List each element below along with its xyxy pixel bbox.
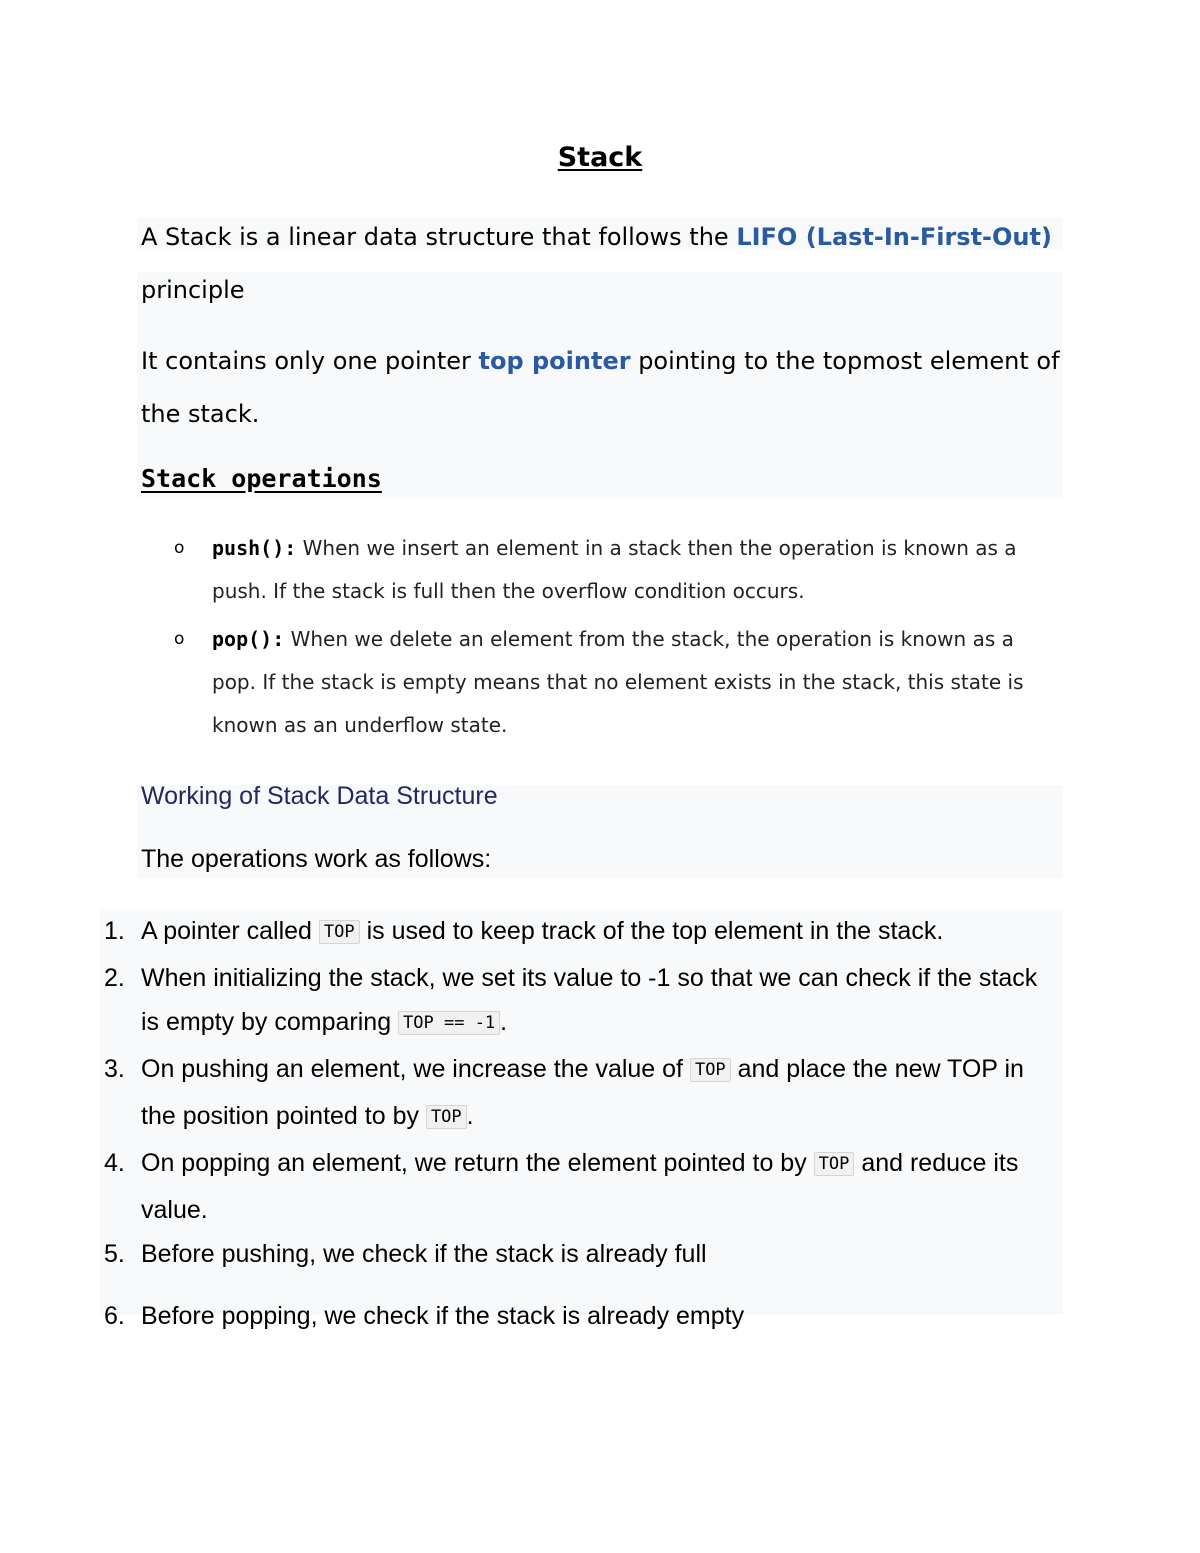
intro-text: A Stack is a linear data structure that follows the — [141, 223, 737, 251]
operation-name: push(): — [212, 536, 297, 560]
operation-name: pop(): — [212, 627, 285, 651]
list-item — [104, 1047, 1059, 1141]
step-text: and place the new TOP in the position pointed to by — [141, 1055, 1024, 1130]
list-item — [104, 1141, 1059, 1232]
list-item — [170, 618, 1050, 747]
step-number: 1. — [104, 917, 125, 945]
working-intro: The operations work as follows: — [141, 845, 492, 873]
step-text: . — [500, 1008, 508, 1036]
steps-list — [104, 909, 1059, 1338]
step-text: Before popping, we check if the stack is already empty — [141, 1302, 745, 1330]
step-number: 3. — [104, 1055, 125, 1083]
list-item — [170, 527, 1050, 613]
list-item — [104, 1232, 1059, 1276]
intro-text: It contains only one pointer — [141, 347, 479, 375]
page-title: Stack — [557, 142, 643, 173]
step-text: When initializing the stack, we set its value to -1 so that we can check if the stack is empty by comparing — [141, 964, 1038, 1036]
step-number: 4. — [104, 1149, 125, 1177]
code-snippet: TOP — [814, 1152, 855, 1176]
step-text: and reduce its value. — [141, 1149, 1019, 1224]
code-snippet: TOP == -1 — [398, 1011, 500, 1035]
lifo-highlight: LIFO (Last-In-First-Out) — [736, 223, 1052, 251]
intro-text: pointing to the topmost element of the stack. — [141, 347, 1060, 428]
step-number: 2. — [104, 964, 125, 992]
step-text: A pointer called — [141, 917, 319, 945]
intro-text: principle — [141, 276, 245, 304]
operation-description: When we insert an element in a stack then the operation is known as a push. If the stack is full then the overflow condition occurs. — [212, 536, 1017, 603]
step-text: On pushing an element, we increase the value of — [141, 1055, 690, 1083]
intro-paragraph-1 — [141, 211, 1061, 317]
bullet-marker: o — [174, 629, 185, 649]
code-snippet: TOP — [690, 1058, 731, 1082]
operations-list — [170, 527, 1050, 747]
top-pointer-highlight: top pointer — [478, 347, 631, 375]
step-text: On popping an element, we return the element pointed to by — [141, 1149, 814, 1177]
step-text: . — [466, 1102, 474, 1130]
code-snippet: TOP — [426, 1105, 467, 1129]
bullet-marker: o — [174, 538, 185, 558]
operations-heading: Stack operations — [141, 464, 382, 493]
working-heading: Working of Stack Data Structure — [141, 782, 498, 810]
intro-paragraph-2 — [141, 335, 1061, 441]
code-snippet: TOP — [319, 920, 360, 944]
list-item — [104, 909, 1059, 956]
step-number: 6. — [104, 1302, 125, 1330]
operation-description: When we delete an element from the stack, the operation is known as a pop. If the stack is empty means that no element exists in the stack, this state is known as an underflow state. — [212, 627, 1024, 737]
step-number: 5. — [104, 1240, 125, 1268]
list-item — [104, 1294, 1059, 1338]
step-text: is used to keep track of the top element in the stack. — [359, 917, 944, 945]
list-item — [104, 956, 1059, 1047]
step-text: Before pushing, we check if the stack is already full — [141, 1240, 707, 1268]
